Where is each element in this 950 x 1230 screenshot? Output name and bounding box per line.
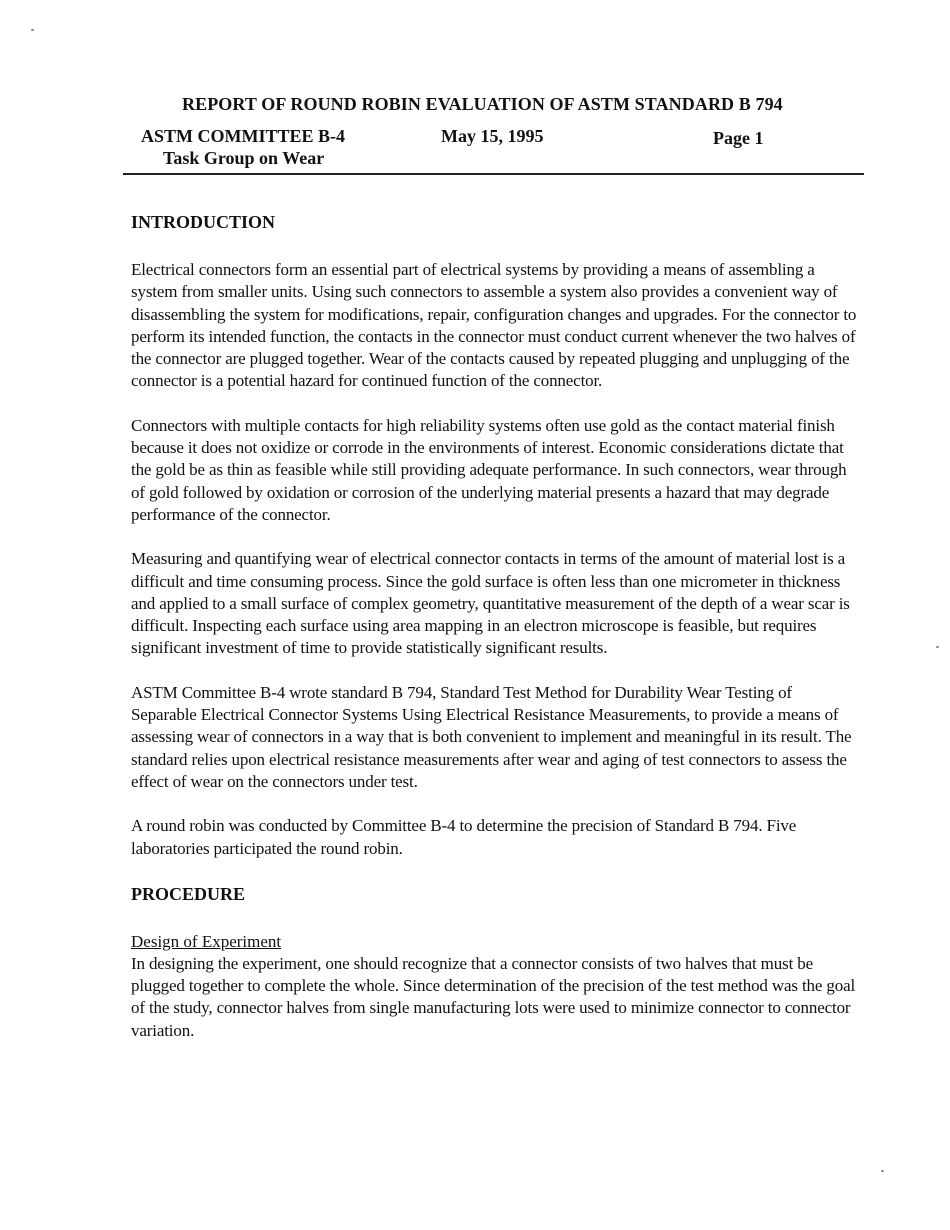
intro-paragraph-1: Electrical connectors form an essential part of electrical systems by providing a means of assembling a system from smaller units. Using such connectors to assemble a system also provides a convenient way of disassembling the system for modifications, repair, configuration changes and upgrades. For the connector to perform its intended function, the contacts in the connector must conduct current whenever the two halves of the connector are plugged together. Wear of the contacts caused by repeated plugging and unplugging of the connector is a potential hazard for continued function of the connector. [131,260,857,391]
intro-paragraph-4: ASTM Committee B-4 wrote standard B 794, Standard Test Method for Durability Wear Testing of Separable Electrical Connector Systems Using Electrical Resistance Measurements, to provide a means of assessing wear of connectors in a way that is both convenient to implement and meaningful in its result. The standard relies upon electrical resistance measurements after wear and aging of test connectors to assess the effect of wear on the connectors under test. [131,682,852,791]
document-body [131,210,861,1064]
scan-speck [31,29,34,31]
committee-name: ASTM COMMITTEE B-4 [141,126,346,146]
scan-speck [936,646,939,648]
design-of-experiment-subheading: Design of Experiment [131,931,282,951]
intro-paragraph-5: A round robin was conducted by Committee B-4 to determine the precision of Standard B 794. Five laboratories participated the round robin. [131,816,797,858]
page-number: Page 1 [713,128,764,148]
report-title: REPORT OF ROUND ROBIN EVALUATION OF ASTM STANDARD B 794 [182,94,783,114]
procedure-heading: PROCEDURE [131,883,246,904]
intro-paragraph-3: Measuring and quantifying wear of electrical connector contacts in terms of the amount of material lost is a difficult and time consuming process. Since the gold surface is often less than one micrometer in thickness and applied to a small surface of complex geometry, quantitative measurement of the depth of a wear scar is difficult. Inspecting each surface using area mapping in an electron microscope is feasible, but requires significant investment of time to provide statistically significant results. [131,549,850,658]
report-date: May 15, 1995 [441,126,544,146]
introduction-heading: INTRODUCTION [131,212,276,232]
intro-paragraph-2: Connectors with multiple contacts for high reliability systems often use gold as the contact material finish because it does not oxidize or corrode in the environments of interest. Economic considerations dictate that the gold be as thin as feasible while still providing adequate performance. In such connectors, wear through of gold followed by oxidation or corrosion of the underlying material presents a hazard that may degrade performance of the connector. [131,415,847,524]
task-group-name: Task Group on Wear [163,148,325,168]
scan-speck [881,1170,884,1172]
procedure-paragraph: In designing the experiment, one should recognize that a connector consists of two halves that must be plugged together to complete the whole. Since determination of the precision of the test method was the goal of the study, connector halves from single manufacturing lots were used to minimize connector to connector variation. [131,953,856,1040]
header-divider [123,173,864,175]
